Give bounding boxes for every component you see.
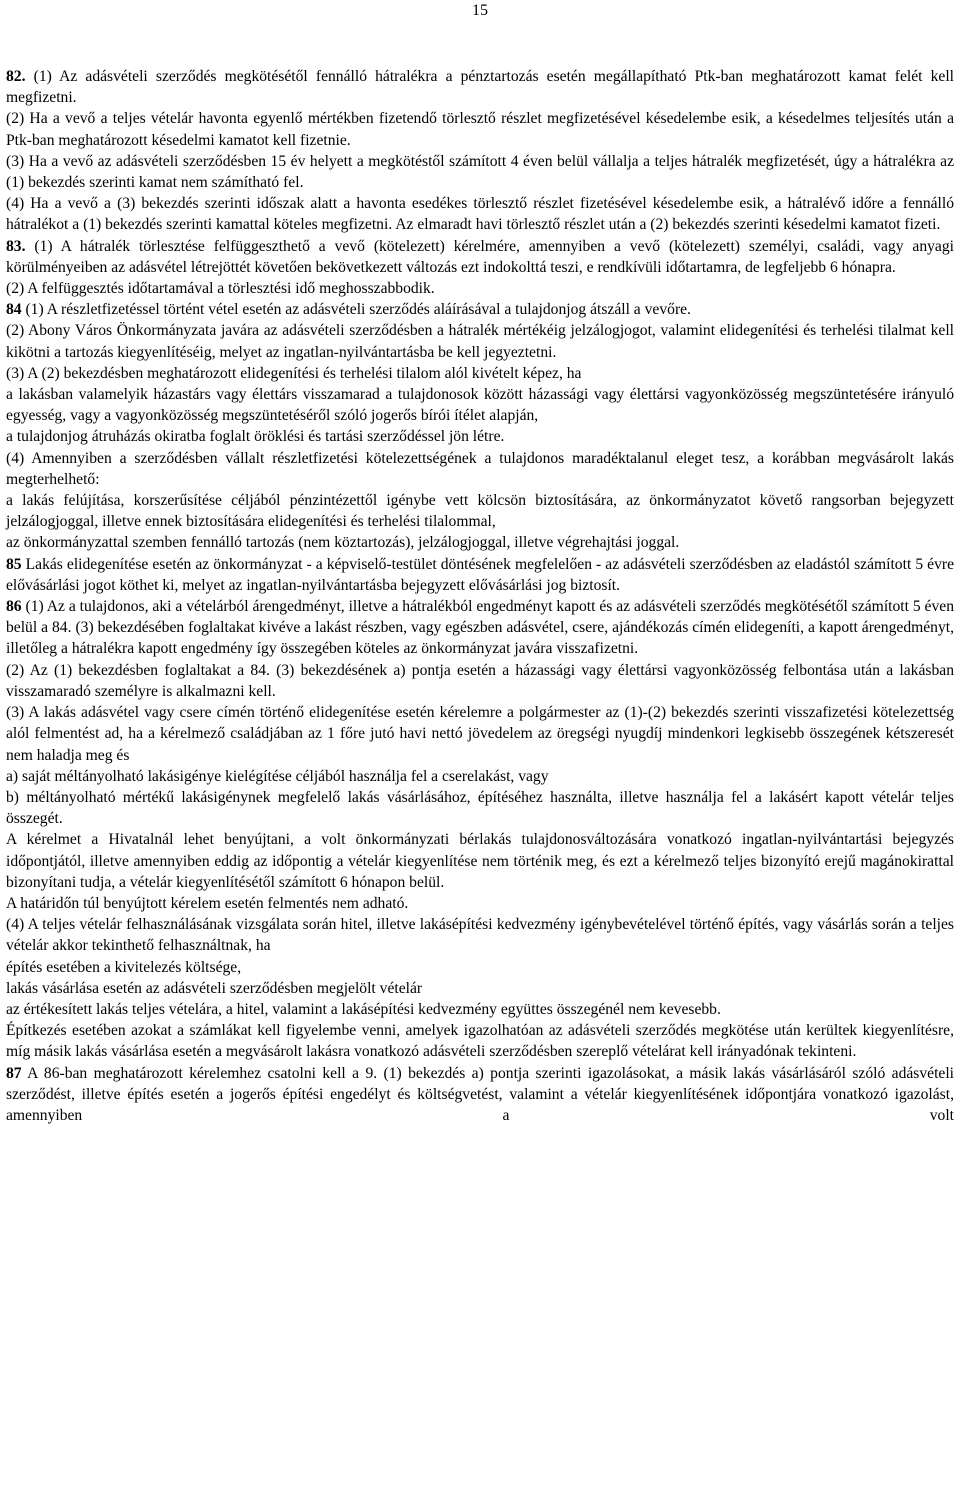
document-body [6,66,954,1126]
page-number: 15 [472,2,488,19]
paragraph-86-1: 86 (1) Az a tulajdonos, aki a vételárból árengedményt, illetve a hátralékból engedményt kapott és az adásvételi szerződés megkötésétől számított 5 éven belül a 84. (3) bekezdésében foglaltakat kivéve a lakást részben, vagy egészben adásvétel, csere, ajándékozás címén elidegeníti, a kapott árengedményt, illetőleg a hátralékra kapott engedmény így összegében köteles az önkormányzat javára visszafizetni. [6,598,954,658]
paragraph-82-2: (2) Ha a vevő a teljes vételár havonta egyenlő mértékben fizetendő törlesztő részlet megfizetésével késedelembe esik, a késedelmes teljesítés után a Ptk-ban meghatározott késedelmi kamatot kell fizetnie. [6,110,954,149]
section-number: 86 [6,598,22,616]
paragraph-86-3: (3) A lakás adásvétel vagy csere címén történő elidegenítése esetén kérelemre a polgármester az (1)-(2) bekezdés szerinti visszafizetési kötelezettség alól felmentést ad, ha a kérelmező családjában az 1 főre jutó havi nettó jövedelem az öregségi nyugdíj mindenkori legkisebb összegének kétszeresét nem haladja meg és [6,704,954,764]
paragraph-82-1: 82. (1) Az adásvételi szerződés megkötésétől fennálló hátralékra a pénztartozás esetén megállapítható Ptk-ban meghatározott kamat felét kell megfizetni. [6,68,954,107]
paragraph-82-3: (3) Ha a vevő az adásvételi szerződésben 15 év helyett a megkötéstől számított 4 éven belül vállalja a teljes hátralék megfizetését, úgy a hátralékra az (1) bekezdés szerinti kamat nem számítható fel. [6,152,954,192]
section-number: 85 [6,555,22,573]
paragraph-86-4: (4) A teljes vételár felhasználásának vizsgálata során hitel, illetve lakásépítési kedvezmény igénybevételével történő építés, vagy vásárlás során a teljes vételár akkor tekinthető felhasználtnak, ha [6,916,954,955]
paragraph-86-3-deadline: A határidőn túl benyújtott kérelem esetén felmentés nem adható. [6,894,409,912]
paragraph-84-2: (2) Abony Város Önkormányzata javára az adásvételi szerződésben a hátralék mértékéig jelzálogjogot, valamint elidegenítési és terhelési tilalmat kell kikötni a tartozás kiegyenlítéséig, melyet az ingatlan-nyilvántartásba be kell jegyeztetni. [6,322,954,361]
paragraph-86-4-c: az értékesített lakás teljes vételára, a hitel, valamint a lakásépítési kedvezmény együttes összegénél nem kevesebb. [6,1000,721,1018]
paragraph-84-3-b: a tulajdonjog átruházás okiratba foglalt öröklési és tartási szerződéssel jön létre. [6,428,505,446]
paragraph-86-3-request: A kérelmet a Hivatalnál lehet benyújtani, a volt önkormányzati bérlakás tulajdonosváltozására vonatkozó ingatlan-nyilvántartási bejegyzés időpontjától, illetve amennyiben eddig az időpontig a vételár kiegyenlítése nem történik meg, és ezt a kérelmező teljes bizonyító erejű magánokirattal bizonyítani tudja, a vételár kiegyenlítésétől számított 6 hónapon belül. [6,831,954,891]
paragraph-82-4: (4) Ha a vevő a (3) bekezdés szerinti időszak alatt a havonta esedékes törlesztő részlet fizetésével késedelembe esik, a hátralévő időre a fennálló hátralékot a (1) bekezdés szerinti kamattal köteles megfizetni. Az elmaradt havi törlesztő részlet után a (2) bekezdés szerinti késedelmi kamatot fizeti. [6,195,954,234]
section-number: 82. [6,68,26,85]
paragraph-84-3-a: a lakásban valamelyik házastárs vagy élettárs visszamarad a tulajdonosok között házassági vagy élettársi vagyonközösség megszüntetésére irányuló egyesség, vagy a vagyonközösség megszüntetéséről szóló jogerős bírói ítélet alapján, [6,386,954,425]
paragraph-84-1: 84 (1) A részletfizetéssel történt vétel esetén az adásvételi szerződés aláírásával a tulajdonjog átszáll a vevőre. [6,301,691,319]
paragraph-83-2: (2) A felfüggesztés időtartamával a törlesztési idő meghosszabbodik. [6,280,435,298]
paragraph-86-4-b: lakás vásárlása esetén az adásvételi szerződésben megjelölt vételár [6,979,423,997]
paragraph-83-1: 83. (1) A hátralék törlesztése felfüggeszthető a vevő (kötelezett) kérelmére, amennyiben a vevő (kötelezett) személyi, családi, vagy anyagi körülményeiben az adásvétel létrejöttét követően bekövetkezett változás ezt indokolttá teszi, e rendkívüli időtartamra, de legfeljebb 6 hónapra. [6,237,954,276]
paragraph-85: 85 Lakás elidegenítése esetén az önkormányzat - a képviselő-testület döntésének megfelelően - az adásvételi szerződésben az eladástól számított 5 évre elővásárlási jogot köthet ki, melyet az ingatlan-nyilvántartásba bejegyzett elővásárlási jog biztosít. [6,555,954,594]
paragraph-87: 87 A 86-ban meghatározott kérelemhez csatolni kell a 9. (1) bekezdés a) pontja szerinti igazolásokat, a másik lakás vásárlásáról szóló adásvételi szerződést, illetve építés esetén a jogerős építési engedélyt és költségvetést, valamint a vételár kiegyenlítésének időpontjára vonatkozó igazolást, amennyiben a volt [6,1064,954,1124]
paragraph-86-2: (2) Az (1) bekezdésben foglaltakat a 84. (3) bekezdésének a) pontja esetén a házassági vagy élettársi vagyonközösség felbontása után a lakásban visszamaradó személyre is alkalmazni kell. [6,661,954,700]
paragraph-86-3-a: a) saját méltányolható lakásigénye kielégítése céljából használja fel a cserelakást, vagy [6,767,549,785]
section-number: 83. [6,237,26,255]
paragraph-84-4-a: a lakás felújítása, korszerűsítése céljából pénzintézettől igénybe vett kölcsön biztosítására, az önkormányzatot követő rangsorban bejegyzett jelzálogjoggal, illetve ennek biztosítására elidegenítési és terhelési tilalommal, [6,492,954,531]
paragraph-86-3-b: b) méltányolható mértékű lakásigénynek megfelelő lakás vásárlásához, építéséhez használta, illetve használja fel a lakásért kapott vételár teljes összegét. [6,788,954,828]
paragraph-84-3: (3) A (2) bekezdésben meghatározott elidegenítési és terhelési tilalom alól kivételt képez, ha [6,364,582,382]
paragraph-86-4-construction: Építkezés esetében azokat a számlákat kell figyelembe venni, amelyek igazolhatóan az adásvételi szerződés megkötése után kerültek kiegyenlítésre, míg másik lakás vásárlása esetén a megvásárolt lakásra vonatkozó adásvételi szerződésben szereplő vételárat kell irányadónak tekinteni. [6,1022,954,1061]
paragraph-86-4-a: építés esetében a kivitelezés költsége, [6,958,242,976]
paragraph-84-4: (4) Amennyiben a szerződésben vállalt részletfizetési kötelezettségének a tulajdonos maradéktalanul eleget tesz, a korábban megvásárolt lakás megterhelhető: [6,449,954,488]
paragraph-84-4-b: az önkormányzattal szemben fennálló tartozás (nem köztartozás), jelzálogjoggal, illetve végrehajtási joggal. [6,534,680,552]
section-number: 87 [6,1064,22,1082]
section-number: 84 [6,301,22,319]
